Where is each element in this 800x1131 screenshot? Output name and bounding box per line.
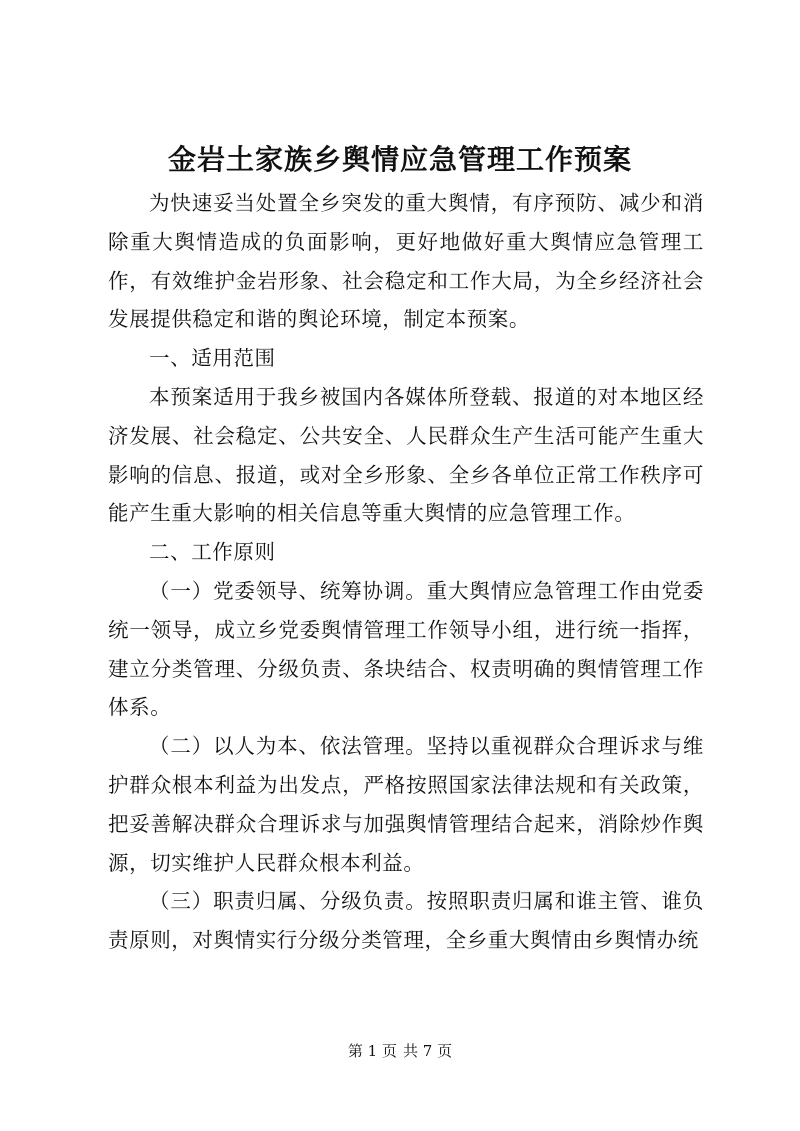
document-body [108, 184, 704, 960]
principle-3-paragraph: （三）职责归属、分级负责。按照职责归属和谁主管、谁负责原则，对舆情实行分级分类管理，全乡重大舆情由乡舆情办统 [108, 889, 704, 953]
page-footer [0, 1041, 800, 1061]
document-title: 金岩土家族乡舆情应急管理工作预案 [167, 143, 632, 176]
section-heading-principles: 二、工作原则 [149, 540, 276, 565]
principle-2-paragraph: （二）以人为本、依法管理。坚持以重视群众合理诉求与维护群众根本利益为出发点，严格按照国家法律法规和有关政策，把妥善解决群众合理诉求与加强舆情管理结合起来，消除炒作舆源，切实维护人民群众根本利益。 [108, 734, 704, 875]
section-heading-scope: 一、适用范围 [149, 346, 276, 371]
principle-1-paragraph: （一）党委领导、统筹协调。重大舆情应急管理工作由党委统一领导，成立乡党委舆情管理工作领导小组，进行统一指挥，建立分类管理、分级负责、条块结合、权责明确的舆情管理工作体系。 [108, 578, 704, 720]
page-total: 共 7 页 [403, 1042, 453, 1060]
page-number: 第 1 页 [347, 1042, 397, 1060]
intro-paragraph: 为快速妥当处置全乡突发的重大舆情，有序预防、减少和消除重大舆情造成的负面影响，更好地做好重大舆情应急管理工作，有效维护金岩形象、社会稳定和工作大局，为全乡经济社会发展提供稳定和谐的舆论环境，制定本预案。 [108, 191, 704, 332]
scope-paragraph: 本预案适用于我乡被国内各媒体所登载、报道的对本地区经济发展、社会稳定、公共安全、人民群众生产生活可能产生重大影响的信息、报道，或对全乡形象、全乡各单位正常工作秩序可能产生重大影响的相关信息等重大舆情的应急管理工作。 [108, 384, 704, 526]
